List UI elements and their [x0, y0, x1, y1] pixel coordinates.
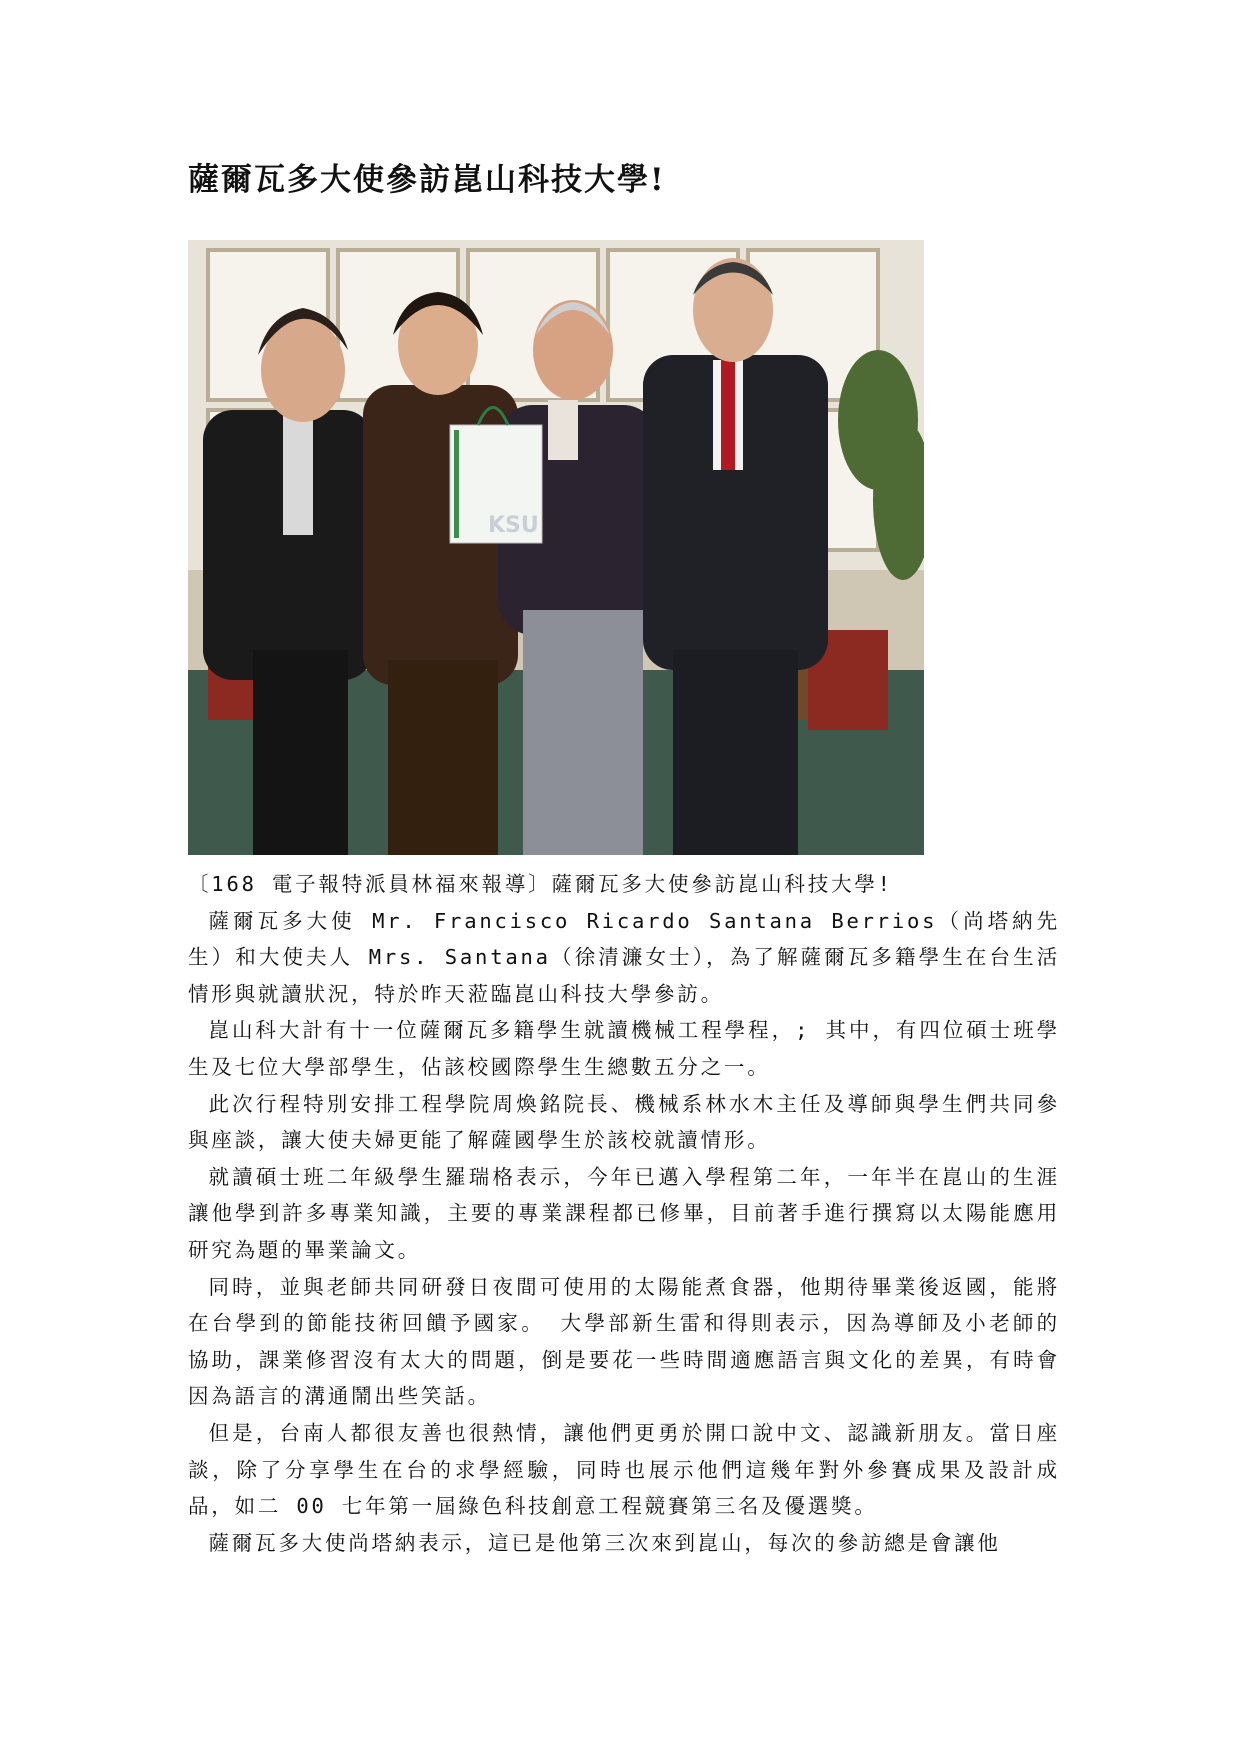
paragraph: 同時，並與老師共同研發日夜間可使用的太陽能煮食器，他期待畢業後返國，能將在台學到的節能技術回饋予國家。 大學部新生雷和得則表示，因為導師及小老師的協助，課業修習沒有太大的問題，倒是要花一些時間適應語言與文化的差異，有時會因為語言的溝通鬧出些笑話。	[188, 1274, 1060, 1409]
gift-bag-sign-text: KSU	[488, 513, 539, 538]
paragraph: 薩爾瓦多大使尚塔納表示，這已是他第三次來到崑山，每次的參訪總是會讓他	[208, 1530, 1001, 1555]
byline: 〔168 電子報特派員林福來報導〕薩爾瓦多大使參訪崑山科技大學!	[188, 872, 893, 896]
article-body	[188, 866, 1060, 1561]
article-photo	[188, 240, 924, 855]
paragraph: 但是，台南人都很友善也很熱情，讓他們更勇於開口說中文、認識新朋友。當日座談，除了分享學生在台的求學經驗，同時也展示他們這幾年對外參賽成果及設計成品，如二 00 七年第一屆綠色科技創意工程競賽第三名及優選獎。	[188, 1420, 1060, 1519]
group-photo-image	[188, 240, 924, 855]
paragraph: 崑山科大計有十一位薩爾瓦多籍學生就讀機械工程學程，; 其中，有四位碩士班學生及七位大學部學生，佔該校國際學生生總數五分之一。	[188, 1018, 1060, 1079]
paragraph: 此次行程特別安排工程學院周煥銘院長、機械系林水木主任及導師與學生們共同參與座談，讓大使夫婦更能了解薩國學生於該校就讀情形。	[188, 1091, 1060, 1153]
article-title: 薩爾瓦多大使參訪崑山科技大學!	[188, 162, 666, 198]
paragraph: 薩爾瓦多大使 Mr. Francisco Ricardo Santana Berrios（尚塔納先生）和大使夫人 Mrs. Santana（徐清濂女士），為了解薩爾瓦多籍學生在台生活情形與就讀狀況，特於昨天蒞臨崑山科技大學參訪。	[188, 908, 1060, 1006]
paragraph: 就讀碩士班二年級學生羅瑞格表示，今年已邁入學程第二年，一年半在崑山的生涯讓他學到許多專業知識，主要的專業課程都已修畢，目前著手進行撰寫以太陽能應用研究為題的畢業論文。	[188, 1164, 1060, 1262]
